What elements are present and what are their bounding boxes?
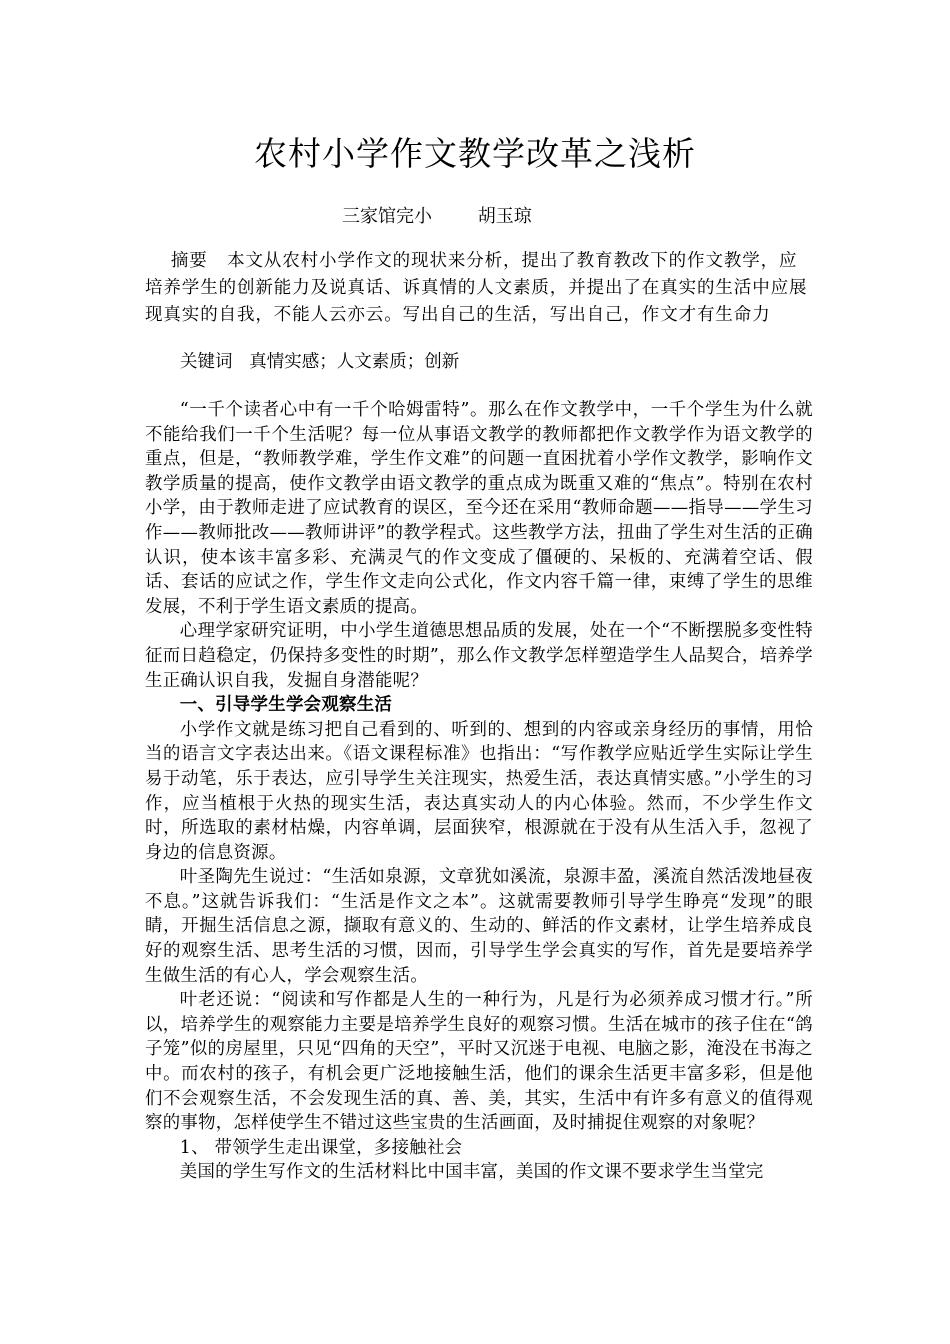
body-paragraph: 心理学家研究证明，中小学生道德思想品质的发展，处在一个“不断摆脱多变性特征而日趋稳定，仍保持多变性的时期”，那么作文教学怎样塑造学生人品契合，培养学生正确认识自我，发掘自身潜能呢？ xyxy=(145,621,813,691)
abstract-text: 本文从农村小学作文的现状来分析，提出了教育教改下的作文教学，应培养学生的创新能力及说真话、诉真情的人文素质，并提出了在真实的生活中应展现真实的自我，不能人云亦云。写出自己的生活，写出自己，作文才有生命力 xyxy=(145,251,808,325)
body-paragraph: “一千个读者心中有一千个哈姆雷特”。那么在作文教学中，一千个学生为什么就不能给我们一千个生活呢？每一位从事语文教学的教师都把作文教学作为语文教学的重点，但是，“教师教学难，学生作文难”的问题一直困扰着小学作文教学，影响作文教学质量的提高，使作文教学由语文教学的重点成为既重又难的“焦点”。特别在农村小学，由于教师走进了应试教育的误区，至今还在采用“教师命题——指导——学生习作——教师批改——教师讲评”的教学程式。这些教学方法，扭曲了学生对生活的正确认识，使本该丰富多彩、充满灵气的作文变成了僵硬的、呆板的、充满着空话、假话、套话的应试之作，学生作文走向公式化，作文内容千篇一律，束缚了学生的思维发展，不利于学生语文素质的提高。 xyxy=(145,400,813,617)
article-body xyxy=(145,398,813,1185)
body-paragraph: 小学作文就是练习把自己看到的、听到的、想到的内容或亲身经历的事情，用恰当的语言文字表达出来。《语文课程标准》也指出：“写作教学应贴近学生实际让学生易于动笔，乐于表达，应引导学生关注现实，热爱生活，表达真情实感。”小学生的习作，应当植根于火热的现实生活，表达真实动人的内心体验。然而，不少学生作文时，所选取的素材枯燥，内容单调，层面狭窄，根源就在于没有从生活入手，忽视了身边的信息资源。 xyxy=(145,719,813,863)
keywords-text: 真情实感；人文素质；创新 xyxy=(249,352,460,372)
body-paragraph: 美国的学生写作文的生活材料比中国丰富，美国的作文课不要求学生当堂完 xyxy=(179,1162,764,1183)
subsection-heading: 1、 带领学生走出课堂，多接触社会 xyxy=(179,1137,463,1158)
keywords xyxy=(180,348,459,373)
body-paragraph: 叶圣陶先生说过：“生活如泉源，文章犹如溪流，泉源丰盈，溪流自然活泼地昼夜不息。”这就告诉我们：“生活是作文之本”。这就需要教师引导学生睁亮“发现”的眼睛，开掘生活信息之源，撷取有意义的、生动的、鲜活的作文素材，让学生培养成良好的观察生活、思考生活的习惯，因而，引导学生学会真实的写作，首先是要培养学生做生活的有心人，学会观察生活。 xyxy=(145,867,813,986)
body-paragraph: 叶老还说：“阅读和写作都是人生的一种行为，凡是行为必须养成习惯才行。”所以，培养学生的观察能力主要是培养学生良好的观察习惯。生活在城市的孩子住在“鸽子笼”似的房屋里，只见“四角的天空”，平时又沉迷于电视、电脑之影，淹没在书海之中。而农村的孩子，有机会更广泛地接触生活，他们的课余生活更丰富多彩，但是他们不会观察生活，不会发现生活的真、善、美，其实，生活中有许多有意义的值得观察的事物，怎样使学生不错过这些宝贵的生活画面，及时捕捉住观察的对象呢？ xyxy=(145,990,813,1134)
abstract xyxy=(145,248,810,329)
keywords-label: 关键词 xyxy=(180,352,233,372)
author-line: 三家馆完小 胡玉琼 xyxy=(342,206,532,227)
abstract-label: 摘要 xyxy=(170,251,208,271)
section-heading: 一、引导学生学会观察生活 xyxy=(179,695,393,716)
document-title: 农村小学作文教学改革之浅析 xyxy=(254,134,696,173)
